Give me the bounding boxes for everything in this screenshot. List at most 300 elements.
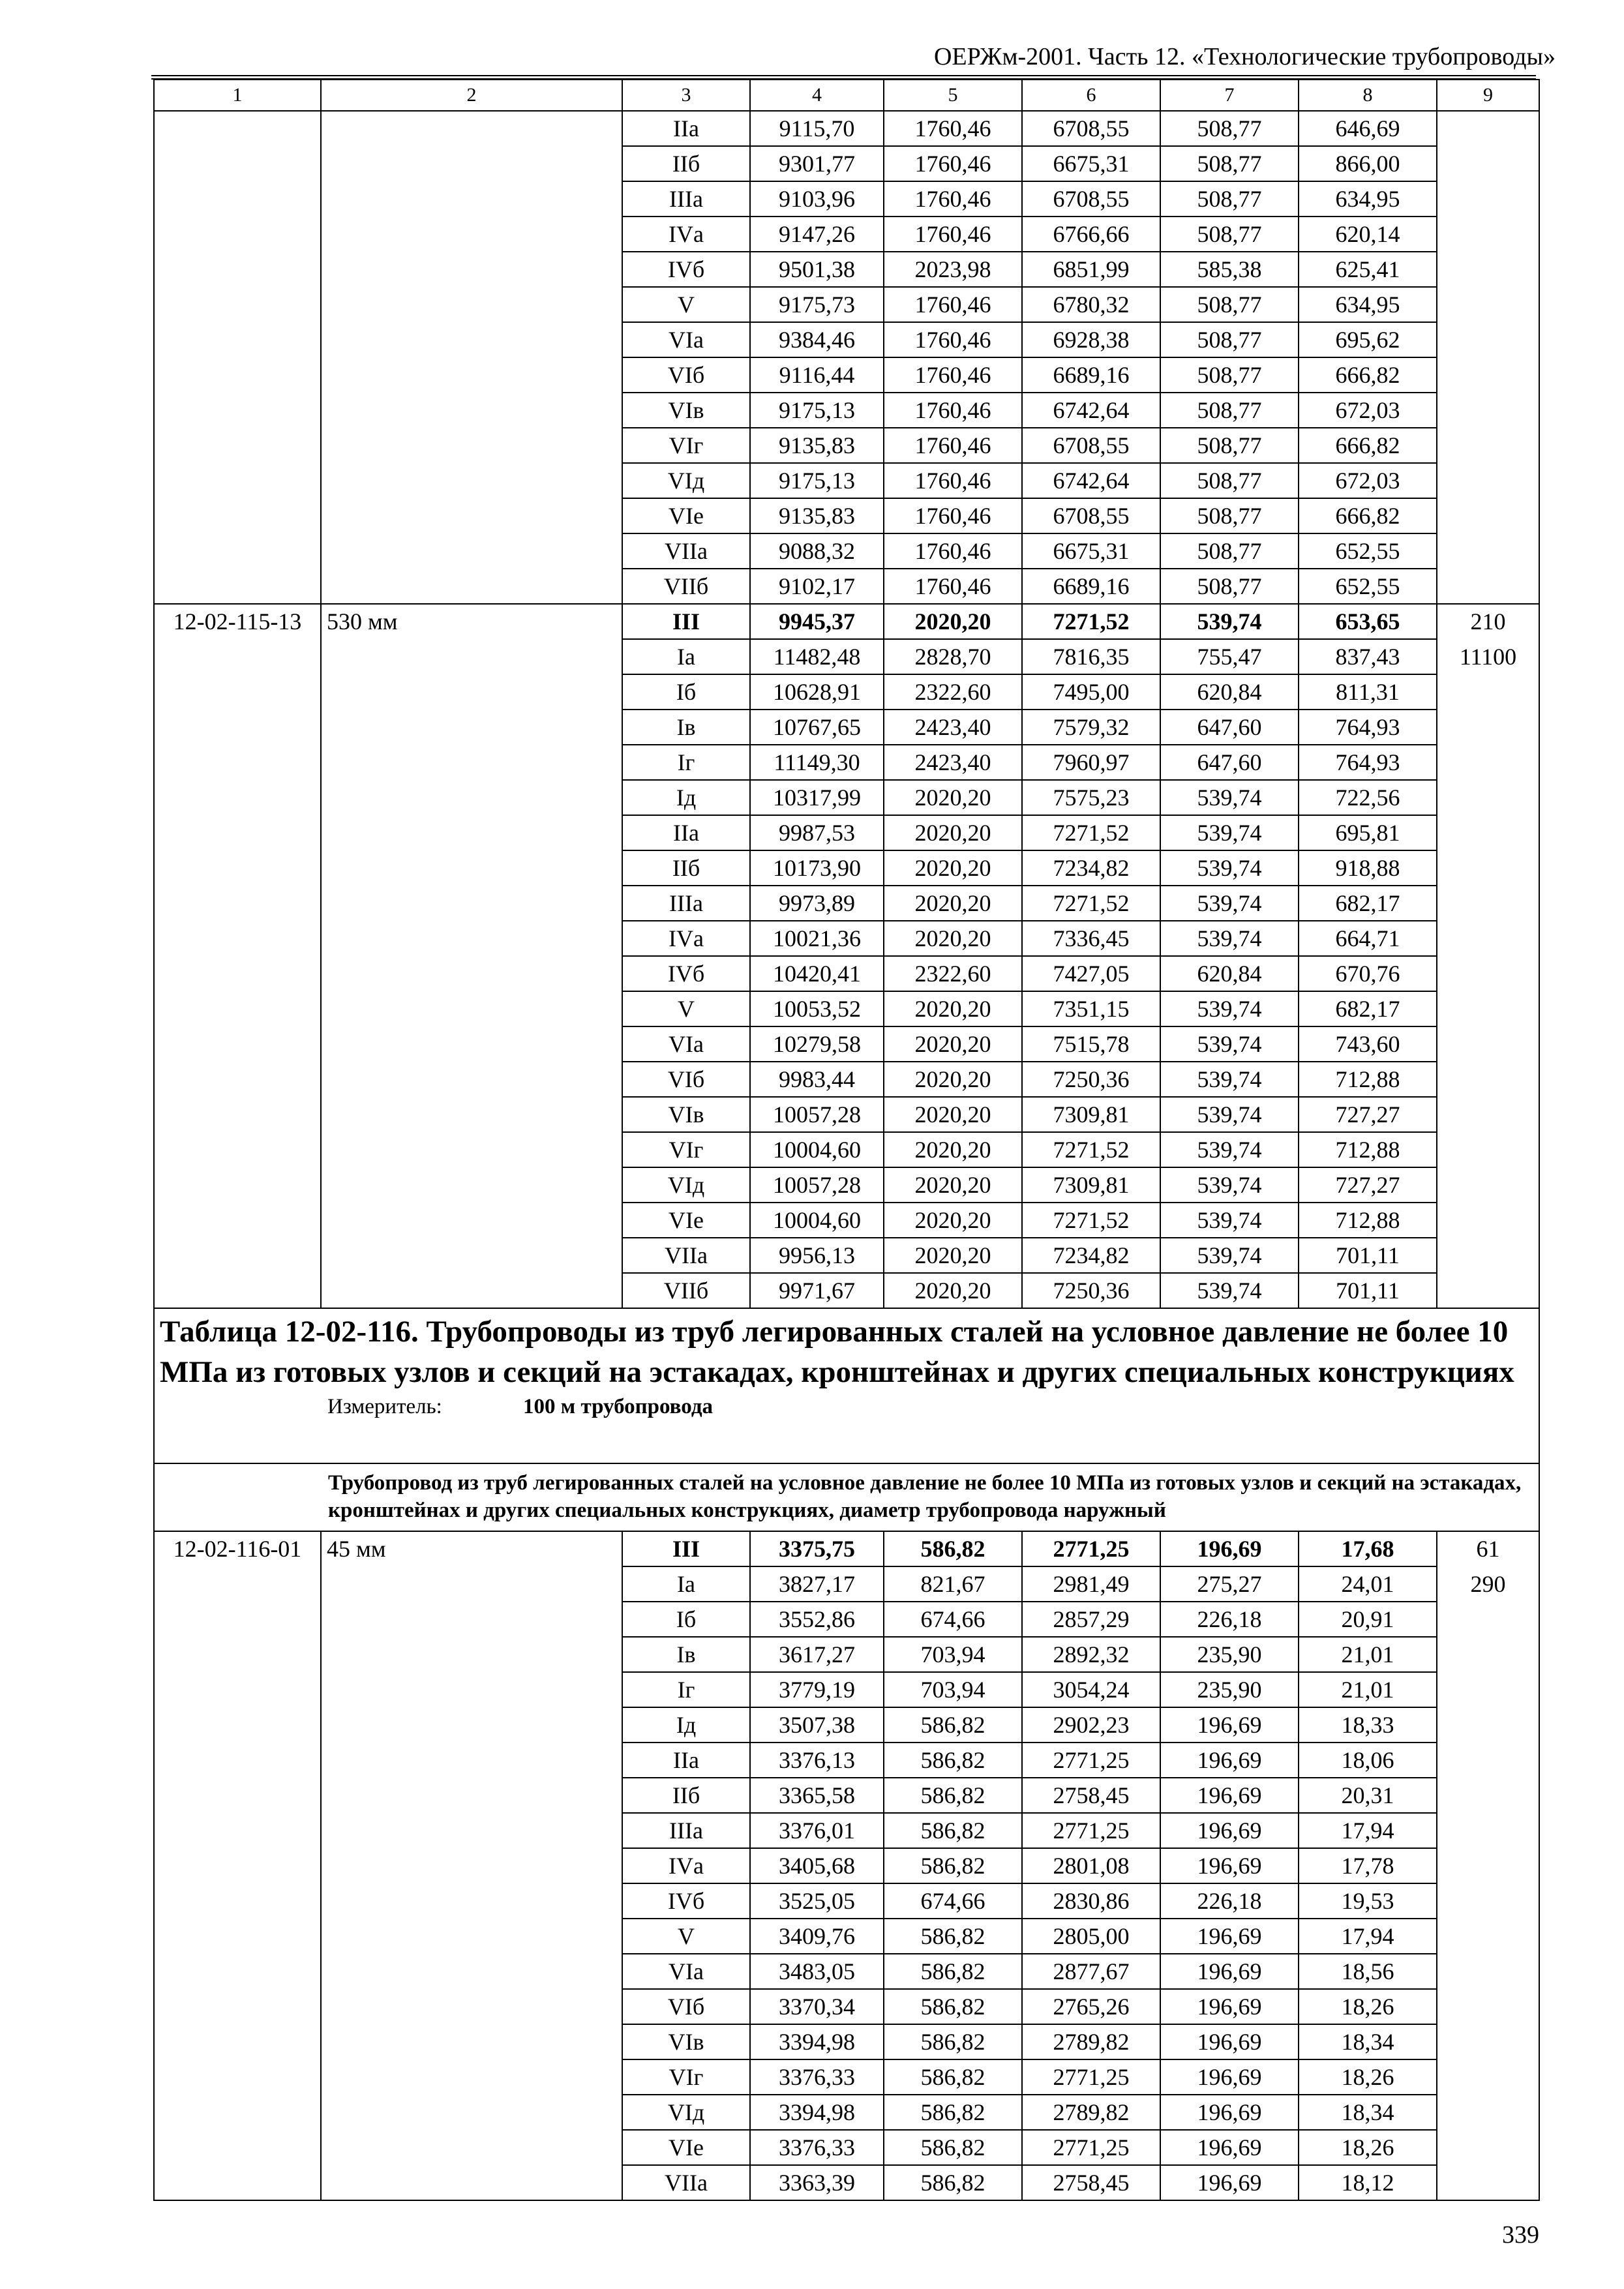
value-cell: 9175,13	[750, 463, 884, 498]
value-cell: 9088,32	[750, 533, 884, 569]
value-cell: 2020,20	[884, 1062, 1022, 1097]
value-cell: 18,33	[1299, 1707, 1437, 1743]
value-cell: 2801,08	[1022, 1848, 1160, 1883]
measure-line	[155, 1392, 1539, 1421]
value-cell: 2020,20	[884, 780, 1022, 815]
value-cell: 2020,20	[884, 1167, 1022, 1203]
value-cell: 10004,60	[750, 1203, 884, 1238]
region-zone-cell: Iг	[622, 1672, 750, 1707]
value-cell: 6742,64	[1022, 463, 1160, 498]
value-cell: 3507,38	[750, 1707, 884, 1743]
value-cell: 2020,20	[884, 815, 1022, 850]
value-cell: 7271,52	[1022, 815, 1160, 850]
column-number: 4	[750, 80, 884, 111]
value-cell: 18,34	[1299, 2024, 1437, 2059]
value-cell: 1760,46	[884, 287, 1022, 322]
region-zone-cell: Iв	[622, 1637, 750, 1672]
value-cell: 2023,98	[884, 252, 1022, 287]
value-cell: 755,47	[1160, 639, 1299, 674]
value-cell: 18,06	[1299, 1743, 1437, 1778]
col9-top-value: 210	[1470, 608, 1506, 635]
value-cell: 508,77	[1160, 569, 1299, 604]
value-cell: 539,74	[1160, 780, 1299, 815]
value-cell: 2857,29	[1022, 1602, 1160, 1637]
value-cell: 20,91	[1299, 1602, 1437, 1637]
value-cell: 712,88	[1299, 1062, 1437, 1097]
value-cell: 634,95	[1299, 287, 1437, 322]
value-cell: 7250,36	[1022, 1273, 1160, 1308]
region-zone-cell: VIIа	[622, 1238, 750, 1273]
value-cell: 539,74	[1160, 850, 1299, 886]
value-cell: 539,74	[1160, 1273, 1299, 1308]
rate-code-cell	[154, 111, 321, 604]
value-cell: 1760,46	[884, 357, 1022, 393]
value-cell: 3363,39	[750, 2165, 884, 2200]
value-cell: 672,03	[1299, 393, 1437, 428]
value-cell: 196,69	[1160, 1954, 1299, 1989]
region-zone-cell: Iа	[622, 639, 750, 674]
value-cell: 586,82	[884, 2095, 1022, 2130]
value-cell: 9116,44	[750, 357, 884, 393]
value-cell: 634,95	[1299, 181, 1437, 217]
rate-code-cell: 12-02-116-01	[154, 1531, 321, 2200]
region-zone-cell: V	[622, 991, 750, 1026]
value-cell: 508,77	[1160, 287, 1299, 322]
header-rule	[151, 75, 1536, 76]
value-cell: 539,74	[1160, 1238, 1299, 1273]
value-cell: 508,77	[1160, 498, 1299, 533]
measure-label: Измеритель:	[327, 1395, 442, 1418]
value-cell: 664,71	[1299, 921, 1437, 956]
value-cell: 666,82	[1299, 498, 1437, 533]
value-cell: 6708,55	[1022, 111, 1160, 146]
col9-cell	[1437, 111, 1539, 604]
value-cell: 7234,82	[1022, 850, 1160, 886]
value-cell: 2771,25	[1022, 1813, 1160, 1848]
value-cell: 646,69	[1299, 111, 1437, 146]
value-cell: 7271,52	[1022, 1203, 1160, 1238]
rates-table	[153, 79, 1540, 2201]
value-cell: 727,27	[1299, 1097, 1437, 1132]
value-cell: 666,82	[1299, 357, 1437, 393]
value-cell: 586,82	[884, 1919, 1022, 1954]
region-zone-cell: Iб	[622, 1602, 750, 1637]
value-cell: 7575,23	[1022, 780, 1160, 815]
region-zone-cell: IIб	[622, 146, 750, 181]
region-zone-cell: VIб	[622, 1989, 750, 2024]
value-cell: 9301,77	[750, 146, 884, 181]
value-cell: 17,94	[1299, 1813, 1437, 1848]
value-cell: 7351,15	[1022, 991, 1160, 1026]
table-title-cell	[154, 1308, 1539, 1463]
value-cell: 3394,98	[750, 2024, 884, 2059]
value-cell: 10004,60	[750, 1132, 884, 1167]
region-zone-cell: IIа	[622, 1743, 750, 1778]
value-cell: 764,93	[1299, 745, 1437, 780]
value-cell: 7234,82	[1022, 1238, 1160, 1273]
value-cell: 539,74	[1160, 991, 1299, 1026]
value-cell: 7271,52	[1022, 604, 1160, 639]
value-cell: 9103,96	[750, 181, 884, 217]
value-cell: 20,31	[1299, 1778, 1437, 1813]
value-cell: 586,82	[884, 1531, 1022, 1566]
region-zone-cell: IIб	[622, 850, 750, 886]
region-zone-cell: IVа	[622, 217, 750, 252]
value-cell: 7579,32	[1022, 710, 1160, 745]
diameter-cell: 530 мм	[321, 604, 622, 1308]
description-row	[154, 1463, 1539, 1531]
value-cell: 625,41	[1299, 252, 1437, 287]
value-cell: 539,74	[1160, 921, 1299, 956]
value-cell: 9175,13	[750, 393, 884, 428]
value-cell: 6742,64	[1022, 393, 1160, 428]
value-cell: 226,18	[1160, 1883, 1299, 1919]
value-cell: 2830,86	[1022, 1883, 1160, 1919]
value-cell: 196,69	[1160, 2130, 1299, 2165]
value-cell: 7427,05	[1022, 956, 1160, 991]
value-cell: 10173,90	[750, 850, 884, 886]
value-cell: 9987,53	[750, 815, 884, 850]
value-cell: 652,55	[1299, 533, 1437, 569]
value-cell: 6708,55	[1022, 181, 1160, 217]
value-cell: 722,56	[1299, 780, 1437, 815]
region-zone-cell: IVа	[622, 921, 750, 956]
value-cell: 10053,52	[750, 991, 884, 1026]
region-zone-cell: VIд	[622, 2095, 750, 2130]
value-cell: 695,81	[1299, 815, 1437, 850]
value-cell: 17,78	[1299, 1848, 1437, 1883]
column-number: 2	[321, 80, 622, 111]
region-zone-cell: IIа	[622, 815, 750, 850]
value-cell: 2020,20	[884, 1238, 1022, 1273]
value-cell: 1760,46	[884, 181, 1022, 217]
region-zone-cell: VIIб	[622, 569, 750, 604]
value-cell: 674,66	[884, 1883, 1022, 1919]
column-number: 5	[884, 80, 1022, 111]
value-cell: 1760,46	[884, 428, 1022, 463]
value-cell: 811,31	[1299, 674, 1437, 710]
value-cell: 2805,00	[1022, 1919, 1160, 1954]
region-zone-cell: Iг	[622, 745, 750, 780]
value-cell: 196,69	[1160, 1919, 1299, 1954]
region-zone-cell: Iв	[622, 710, 750, 745]
region-zone-cell: Iд	[622, 1707, 750, 1743]
region-zone-cell: Iд	[622, 780, 750, 815]
region-zone-cell: Iб	[622, 674, 750, 710]
value-cell: 508,77	[1160, 533, 1299, 569]
value-cell: 9956,13	[750, 1238, 884, 1273]
value-cell: 703,94	[884, 1637, 1022, 1672]
column-number: 8	[1299, 80, 1437, 111]
value-cell: 2771,25	[1022, 1743, 1160, 1778]
value-cell: 2981,49	[1022, 1566, 1160, 1602]
value-cell: 2020,20	[884, 1273, 1022, 1308]
value-cell: 7271,52	[1022, 886, 1160, 921]
value-cell: 196,69	[1160, 1813, 1299, 1848]
value-cell: 2892,32	[1022, 1637, 1160, 1672]
value-cell: 539,74	[1160, 1203, 1299, 1238]
value-cell: 3054,24	[1022, 1672, 1160, 1707]
value-cell: 620,84	[1160, 674, 1299, 710]
value-cell: 586,82	[884, 2024, 1022, 2059]
value-cell: 1760,46	[884, 322, 1022, 357]
value-cell: 7816,35	[1022, 639, 1160, 674]
value-cell: 743,60	[1299, 1026, 1437, 1062]
value-cell: 7515,78	[1022, 1026, 1160, 1062]
value-cell: 508,77	[1160, 428, 1299, 463]
value-cell: 3779,19	[750, 1672, 884, 1707]
value-cell: 9983,44	[750, 1062, 884, 1097]
value-cell: 682,17	[1299, 886, 1437, 921]
value-cell: 196,69	[1160, 2024, 1299, 2059]
value-cell: 764,93	[1299, 710, 1437, 745]
value-cell: 9102,17	[750, 569, 884, 604]
value-cell: 586,82	[884, 2059, 1022, 2095]
value-cell: 2020,20	[884, 921, 1022, 956]
value-cell: 1760,46	[884, 463, 1022, 498]
value-cell: 3370,34	[750, 1989, 884, 2024]
value-cell: 866,00	[1299, 146, 1437, 181]
value-cell: 2771,25	[1022, 1531, 1160, 1566]
table-row	[154, 111, 1539, 146]
value-cell: 653,65	[1299, 604, 1437, 639]
value-cell: 3405,68	[750, 1848, 884, 1883]
value-cell: 2020,20	[884, 886, 1022, 921]
region-zone-cell: IIа	[622, 111, 750, 146]
column-number-row	[154, 80, 1539, 111]
value-cell: 586,82	[884, 2130, 1022, 2165]
region-zone-cell: VIд	[622, 463, 750, 498]
value-cell: 7336,45	[1022, 921, 1160, 956]
value-cell: 9135,83	[750, 498, 884, 533]
value-cell: 2322,60	[884, 674, 1022, 710]
value-cell: 2828,70	[884, 639, 1022, 674]
region-zone-cell: V	[622, 287, 750, 322]
value-cell: 196,69	[1160, 2095, 1299, 2130]
col9-top-value: 61	[1476, 1536, 1500, 1562]
value-cell: 6928,38	[1022, 322, 1160, 357]
region-zone-cell: IVб	[622, 956, 750, 991]
value-cell: 508,77	[1160, 322, 1299, 357]
value-cell: 9147,26	[750, 217, 884, 252]
value-cell: 620,84	[1160, 956, 1299, 991]
value-cell: 10057,28	[750, 1167, 884, 1203]
value-cell: 508,77	[1160, 357, 1299, 393]
value-cell: 508,77	[1160, 463, 1299, 498]
region-zone-cell: VIе	[622, 2130, 750, 2165]
value-cell: 7250,36	[1022, 1062, 1160, 1097]
value-cell: 196,69	[1160, 1778, 1299, 1813]
value-cell: 196,69	[1160, 2059, 1299, 2095]
value-cell: 3375,75	[750, 1531, 884, 1566]
value-cell: 3409,76	[750, 1919, 884, 1954]
region-zone-cell: VIа	[622, 1954, 750, 1989]
value-cell: 196,69	[1160, 1707, 1299, 1743]
value-cell: 196,69	[1160, 1743, 1299, 1778]
value-cell: 7271,52	[1022, 1132, 1160, 1167]
value-cell: 1760,46	[884, 111, 1022, 146]
value-cell: 6675,31	[1022, 146, 1160, 181]
value-cell: 9501,38	[750, 252, 884, 287]
value-cell: 712,88	[1299, 1132, 1437, 1167]
value-cell: 9945,37	[750, 604, 884, 639]
region-zone-cell: VIв	[622, 2024, 750, 2059]
value-cell: 586,82	[884, 1989, 1022, 2024]
description-cell	[154, 1463, 1539, 1531]
region-zone-cell: VIг	[622, 2059, 750, 2095]
value-cell: 674,66	[884, 1602, 1022, 1637]
value-cell: 1760,46	[884, 569, 1022, 604]
value-cell: 11149,30	[750, 745, 884, 780]
value-cell: 2020,20	[884, 1026, 1022, 1062]
value-cell: 196,69	[1160, 1989, 1299, 2024]
value-cell: 6689,16	[1022, 357, 1160, 393]
value-cell: 2020,20	[884, 850, 1022, 886]
value-cell: 10628,91	[750, 674, 884, 710]
value-cell: 2902,23	[1022, 1707, 1160, 1743]
diameter-cell: 45 мм	[321, 1531, 622, 2200]
value-cell: 821,67	[884, 1566, 1022, 1602]
value-cell: 18,12	[1299, 2165, 1437, 2200]
value-cell: 508,77	[1160, 146, 1299, 181]
value-cell: 6689,16	[1022, 569, 1160, 604]
value-cell: 10279,58	[750, 1026, 884, 1062]
value-cell: 9971,67	[750, 1273, 884, 1308]
column-number: 6	[1022, 80, 1160, 111]
value-cell: 2758,45	[1022, 1778, 1160, 1813]
value-cell: 703,94	[884, 1672, 1022, 1707]
value-cell: 9973,89	[750, 886, 884, 921]
value-cell: 18,26	[1299, 1989, 1437, 2024]
measure-value: 100 м трубопровода	[523, 1395, 714, 1418]
value-cell: 695,62	[1299, 322, 1437, 357]
region-zone-cell: IVа	[622, 1848, 750, 1883]
value-cell: 18,34	[1299, 2095, 1437, 2130]
value-cell: 9175,73	[750, 287, 884, 322]
value-cell: 6766,66	[1022, 217, 1160, 252]
value-cell: 3376,33	[750, 2130, 884, 2165]
value-cell: 620,14	[1299, 217, 1437, 252]
region-zone-cell: V	[622, 1919, 750, 1954]
value-cell: 539,74	[1160, 604, 1299, 639]
value-cell: 19,53	[1299, 1883, 1437, 1919]
value-cell: 6708,55	[1022, 428, 1160, 463]
value-cell: 18,26	[1299, 2059, 1437, 2095]
value-cell: 670,76	[1299, 956, 1437, 991]
value-cell: 3365,58	[750, 1778, 884, 1813]
column-number: 7	[1160, 80, 1299, 111]
region-zone-cell: IVб	[622, 252, 750, 287]
value-cell: 6851,99	[1022, 252, 1160, 287]
value-cell: 235,90	[1160, 1672, 1299, 1707]
value-cell: 18,56	[1299, 1954, 1437, 1989]
table-description: Трубопровод из труб легированных сталей на условное давление не более 10 МПа из готовых узлов и секций на эстакадах, кронштейнах и других специальных конструкциях, диаметр трубопровода наружный	[328, 1471, 1522, 1522]
value-cell: 918,88	[1299, 850, 1437, 886]
region-zone-cell: III	[622, 604, 750, 639]
value-cell: 712,88	[1299, 1203, 1437, 1238]
value-cell: 10021,36	[750, 921, 884, 956]
value-cell: 3376,13	[750, 1743, 884, 1778]
value-cell: 2020,20	[884, 1132, 1022, 1167]
value-cell: 196,69	[1160, 1531, 1299, 1566]
region-zone-cell: VIа	[622, 1026, 750, 1062]
value-cell: 837,43	[1299, 639, 1437, 674]
region-zone-cell: VIе	[622, 1203, 750, 1238]
value-cell: 666,82	[1299, 428, 1437, 463]
value-cell: 539,74	[1160, 1062, 1299, 1097]
region-zone-cell: IVб	[622, 1883, 750, 1919]
col9-bottom-value: 290	[1470, 1570, 1506, 1597]
value-cell: 3376,01	[750, 1813, 884, 1848]
value-cell: 2020,20	[884, 1097, 1022, 1132]
value-cell: 539,74	[1160, 1097, 1299, 1132]
value-cell: 18,26	[1299, 2130, 1437, 2165]
page-number: 339	[1502, 2221, 1539, 2249]
value-cell: 1760,46	[884, 146, 1022, 181]
value-cell: 3394,98	[750, 2095, 884, 2130]
table-row	[154, 604, 1539, 639]
value-cell: 1760,46	[884, 393, 1022, 428]
value-cell: 9135,83	[750, 428, 884, 463]
value-cell: 508,77	[1160, 393, 1299, 428]
value-cell: 586,82	[884, 1954, 1022, 1989]
value-cell: 3827,17	[750, 1566, 884, 1602]
value-cell: 727,27	[1299, 1167, 1437, 1203]
value-cell: 3617,27	[750, 1637, 884, 1672]
region-zone-cell: VIг	[622, 428, 750, 463]
value-cell: 2789,82	[1022, 2095, 1160, 2130]
value-cell: 586,82	[884, 1707, 1022, 1743]
region-zone-cell: VIа	[622, 322, 750, 357]
col9-cell	[1437, 604, 1539, 1308]
region-zone-cell: VIв	[622, 393, 750, 428]
value-cell: 11482,48	[750, 639, 884, 674]
value-cell: 2020,20	[884, 604, 1022, 639]
value-cell: 586,82	[884, 1743, 1022, 1778]
value-cell: 6708,55	[1022, 498, 1160, 533]
value-cell: 2423,40	[884, 710, 1022, 745]
region-zone-cell: VIг	[622, 1132, 750, 1167]
region-zone-cell: VIе	[622, 498, 750, 533]
region-zone-cell: VIд	[622, 1167, 750, 1203]
value-cell: 196,69	[1160, 2165, 1299, 2200]
value-cell: 3525,05	[750, 1883, 884, 1919]
value-cell: 1760,46	[884, 498, 1022, 533]
value-cell: 586,82	[884, 1848, 1022, 1883]
value-cell: 275,27	[1160, 1566, 1299, 1602]
value-cell: 21,01	[1299, 1637, 1437, 1672]
value-cell: 6780,32	[1022, 287, 1160, 322]
col9-bottom-value: 11100	[1459, 643, 1517, 670]
value-cell: 235,90	[1160, 1637, 1299, 1672]
value-cell: 196,69	[1160, 1848, 1299, 1883]
value-cell: 7960,97	[1022, 745, 1160, 780]
value-cell: 10317,99	[750, 780, 884, 815]
table-row	[154, 1531, 1539, 1566]
region-zone-cell: III	[622, 1531, 750, 1566]
value-cell: 1760,46	[884, 217, 1022, 252]
value-cell: 539,74	[1160, 886, 1299, 921]
value-cell: 2020,20	[884, 991, 1022, 1026]
value-cell: 539,74	[1160, 1026, 1299, 1062]
value-cell: 539,74	[1160, 815, 1299, 850]
column-number: 3	[622, 80, 750, 111]
value-cell: 539,74	[1160, 1167, 1299, 1203]
value-cell: 508,77	[1160, 217, 1299, 252]
table-title: Таблица 12-02-116. Трубопроводы из труб легированных сталей на условное давление не более 10 МПа из готовых узлов и секций на эстакадах, кронштейнах и других специальных конструкциях	[160, 1315, 1514, 1389]
table-title-row	[154, 1308, 1539, 1463]
value-cell: 24,01	[1299, 1566, 1437, 1602]
